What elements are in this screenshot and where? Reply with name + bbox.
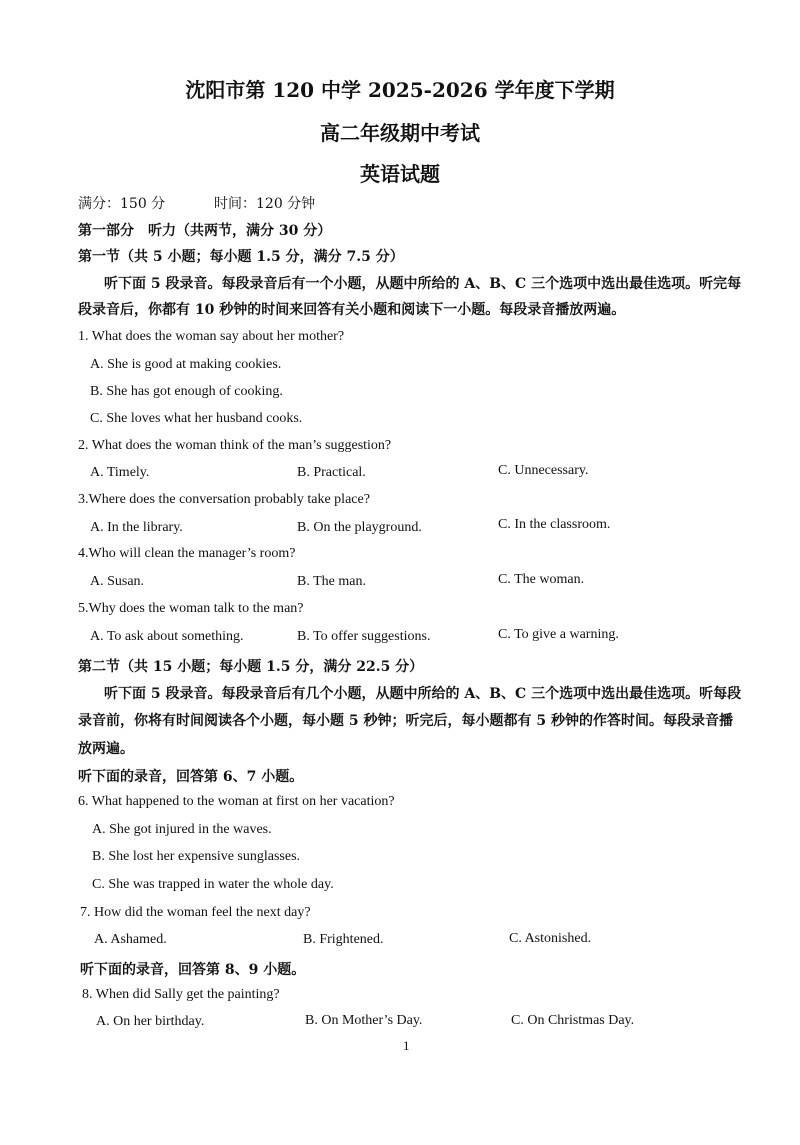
- section2-heading: 第二节（共 15 小题；每小题 1.5 分，满分 22.5 分）: [78, 659, 424, 675]
- option-c: C. Astonished.: [509, 931, 592, 946]
- option-b: B. Frightened.: [303, 932, 384, 947]
- option-c: C. To give a warning.: [498, 627, 619, 642]
- option-b: B. Practical.: [297, 465, 366, 480]
- question-stem: 8. When did Sally get the painting?: [82, 987, 280, 1002]
- option-c: C. The woman.: [498, 572, 585, 587]
- question-stem: 5.Why does the woman talk to the man?: [78, 601, 304, 616]
- page-number: 1: [403, 1038, 410, 1053]
- exam-subtitle-grade: 高二年级期中考试: [320, 121, 480, 145]
- part1-heading: 第一部分 听力（共两节，满分 30 分）: [78, 223, 332, 239]
- option-b: B. On the playground.: [297, 520, 422, 535]
- section1-heading: 第一节（共 5 小题；每小题 1.5 分，满分 7.5 分）: [78, 249, 404, 265]
- question-stem: 4.Who will clean the manager’s room?: [78, 546, 296, 561]
- option-b: B. She lost her expensive sunglasses.: [92, 849, 301, 864]
- exam-title: 沈阳市第 120 中学 2025-2026 学年度下学期: [185, 78, 615, 102]
- question-stem: 2. What does the woman think of the man’s suggestion?: [78, 438, 392, 453]
- option-c: C. Unnecessary.: [498, 463, 589, 478]
- option-a: A. On her birthday.: [96, 1014, 205, 1029]
- section2-instructions-line3: 放两遍。: [78, 741, 134, 757]
- question-stem: 3.Where does the conversation probably take place?: [78, 492, 370, 507]
- option-a: A. To ask about something.: [90, 629, 244, 644]
- question-stem: 1. What does the woman say about her mother?: [78, 329, 345, 344]
- group-heading-6-7: 听下面的录音，回答第 6、7 小题。: [78, 769, 304, 785]
- section1-instructions-line1: 听下面 5 段录音。每段录音后有一个小题，从题中所给的 A、B、C 三个选项中选出最佳选项。听完每: [104, 276, 742, 292]
- option-b: B. She has got enough of cooking.: [90, 384, 283, 399]
- exam-subtitle-subject: 英语试题: [360, 162, 440, 186]
- exam-time: 时间：120 分钟: [214, 196, 316, 212]
- option-a: A. She is good at making cookies.: [90, 357, 282, 372]
- question-stem: 7. How did the woman feel the next day?: [80, 905, 311, 920]
- option-b: B. To offer suggestions.: [297, 629, 431, 644]
- question-stem: 6. What happened to the woman at first on her vacation?: [78, 794, 395, 809]
- option-a: A. In the library.: [90, 520, 183, 535]
- section1-instructions-line2: 段录音后，你都有 10 秒钟的时间来回答有关小题和阅读下一小题。每段录音播放两遍。: [78, 302, 626, 318]
- option-c: C. She loves what her husband cooks.: [90, 411, 303, 426]
- section2-instructions-line1: 听下面 5 段录音。每段录音后有几个小题，从题中所给的 A、B、C 三个选项中选出最佳选项。听每段: [104, 686, 742, 702]
- option-a: A. Timely.: [90, 465, 150, 480]
- option-a: A. She got injured in the waves.: [92, 822, 272, 837]
- option-c: C. In the classroom.: [498, 517, 611, 532]
- option-b: B. The man.: [297, 574, 366, 589]
- section2-instructions-line2: 录音前，你将有时间阅读各个小题，每小题 5 秒钟；听完后，每小题都有 5 秒钟的作答时间。每段录音播: [78, 713, 733, 729]
- full-marks: 满分：150 分: [78, 196, 166, 212]
- option-b: B. On Mother’s Day.: [305, 1013, 423, 1028]
- option-c: C. She was trapped in water the whole day.: [92, 877, 334, 892]
- option-a: A. Susan.: [90, 574, 145, 589]
- group-heading-8-9: 听下面的录音，回答第 8、9 小题。: [80, 962, 306, 978]
- option-c: C. On Christmas Day.: [511, 1013, 635, 1028]
- option-a: A. Ashamed.: [94, 932, 167, 947]
